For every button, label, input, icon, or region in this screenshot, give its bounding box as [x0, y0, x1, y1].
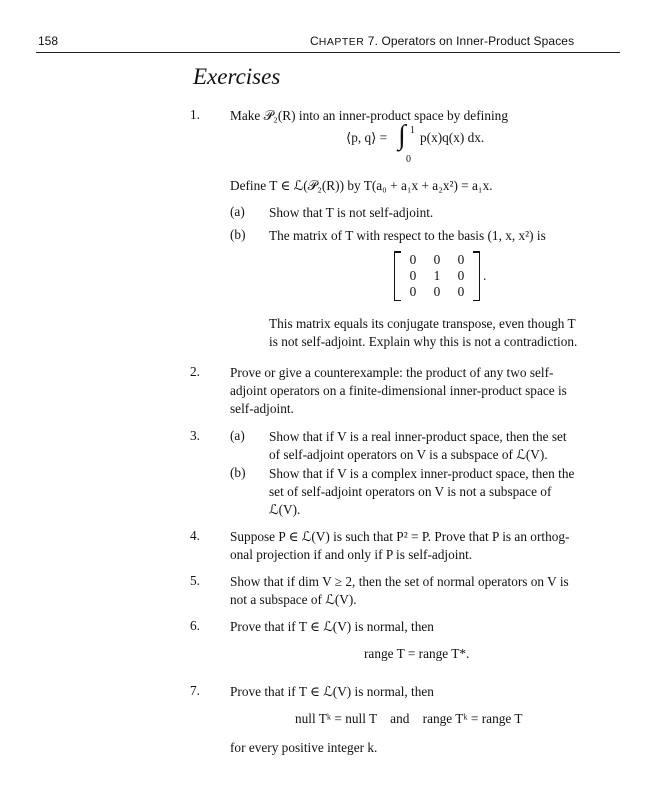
- exercise-2-line3: self-adjoint.: [230, 401, 294, 416]
- exercise-3a-line2: of self-adjoint operators on V is a subspace of ℒ(V).: [269, 447, 548, 462]
- matrix-cell: 0: [457, 284, 465, 299]
- exercise-3b-line3: ℒ(V).: [269, 502, 301, 517]
- exercise-3b-line2: set of self-adjoint operators on V is not a subspace of: [269, 484, 552, 499]
- matrix-cell: 0: [457, 252, 465, 267]
- exercise-6-number: 6.: [190, 618, 200, 633]
- exercise-4-number: 4.: [190, 528, 200, 543]
- exercise-6-line1: Prove that if T ∈ ℒ(V) is normal, then: [230, 619, 434, 634]
- section-title: Exercises: [193, 64, 281, 89]
- exercise-3a-line1: Show that if V is a real inner-product space, then the set: [269, 429, 567, 444]
- matrix: [394, 251, 480, 301]
- exercise-1b-note-line2: is not self-adjoint. Explain why this is not a contradiction.: [269, 334, 578, 349]
- exercise-7-line2: for every positive integer k.: [230, 740, 378, 755]
- exercise-1-define: Define T ∈ ℒ(𝒫₂(R)) by T(a₀ + a₁x + a₂x²) = a₁x.: [230, 178, 493, 193]
- exercise-7-line1: Prove that if T ∈ ℒ(V) is normal, then: [230, 684, 434, 699]
- exercise-1a-text: Show that T is not self-adjoint.: [269, 205, 434, 220]
- running-header: [36, 34, 620, 53]
- exercise-1b-note-line1: This matrix equals its conjugate transpose, even though T: [269, 316, 576, 331]
- exercise-3b-line1: Show that if V is a complex inner-product space, then the: [269, 466, 575, 481]
- exercise-4-line1: Suppose P ∈ ℒ(V) is such that P² = P. Prove that P is an orthog-: [230, 529, 570, 544]
- exercise-1b-text: The matrix of T with respect to the basis (1, x, x²) is: [269, 228, 546, 243]
- matrix-cell: 0: [409, 284, 417, 299]
- page-number: 158: [38, 34, 59, 48]
- exercise-7-number: 7.: [190, 683, 200, 698]
- exercise-7-display: null Tᵏ = null T and range Tᵏ = range T: [295, 711, 523, 726]
- exercise-1-number: 1.: [190, 107, 200, 122]
- matrix-cell: 0: [409, 252, 417, 267]
- exercise-2-number: 2.: [190, 364, 200, 379]
- matrix-period: .: [483, 268, 487, 283]
- exercise-5-line2: not a subspace of ℒ(V).: [230, 592, 357, 607]
- exercise-2-line2: adjoint operators on a finite-dimensional inner-product space is: [230, 383, 567, 398]
- matrix-cell: 0: [409, 268, 417, 283]
- matrix-cell: 0: [433, 284, 441, 299]
- exercise-1-text: Make 𝒫₂(R) into an inner-product space by defining: [230, 108, 508, 123]
- exercise-5-line1: Show that if dim V ≥ 2, then the set of normal operators on V is: [230, 574, 569, 589]
- chapter-title: CHAPTER 7. Operators on Inner-Product Spaces: [310, 34, 575, 48]
- exercise-4-line2: onal projection if and only if P is self-adjoint.: [230, 547, 473, 562]
- exercise-3-number: 3.: [190, 428, 200, 443]
- exercise-2-line1: Prove or give a counterexample: the product of any two self-: [230, 365, 554, 380]
- exercise-1b-label: (b): [230, 227, 246, 242]
- exercise-3a-label: (a): [230, 428, 245, 443]
- matrix-cell: 0: [433, 252, 441, 267]
- matrix-cell: 1: [433, 268, 441, 283]
- exercise-3b-label: (b): [230, 465, 246, 480]
- inner-product-definition: ⟨p, q⟩ = ∫ 1 0 p(x)q(x) dx.: [346, 120, 485, 165]
- exercise-5-number: 5.: [190, 573, 200, 588]
- integral-sign: ∫: [398, 120, 406, 151]
- exercise-6-display: range T = range T*.: [364, 646, 470, 661]
- matrix-cell: 0: [457, 268, 465, 283]
- exercise-1a-label: (a): [230, 204, 245, 219]
